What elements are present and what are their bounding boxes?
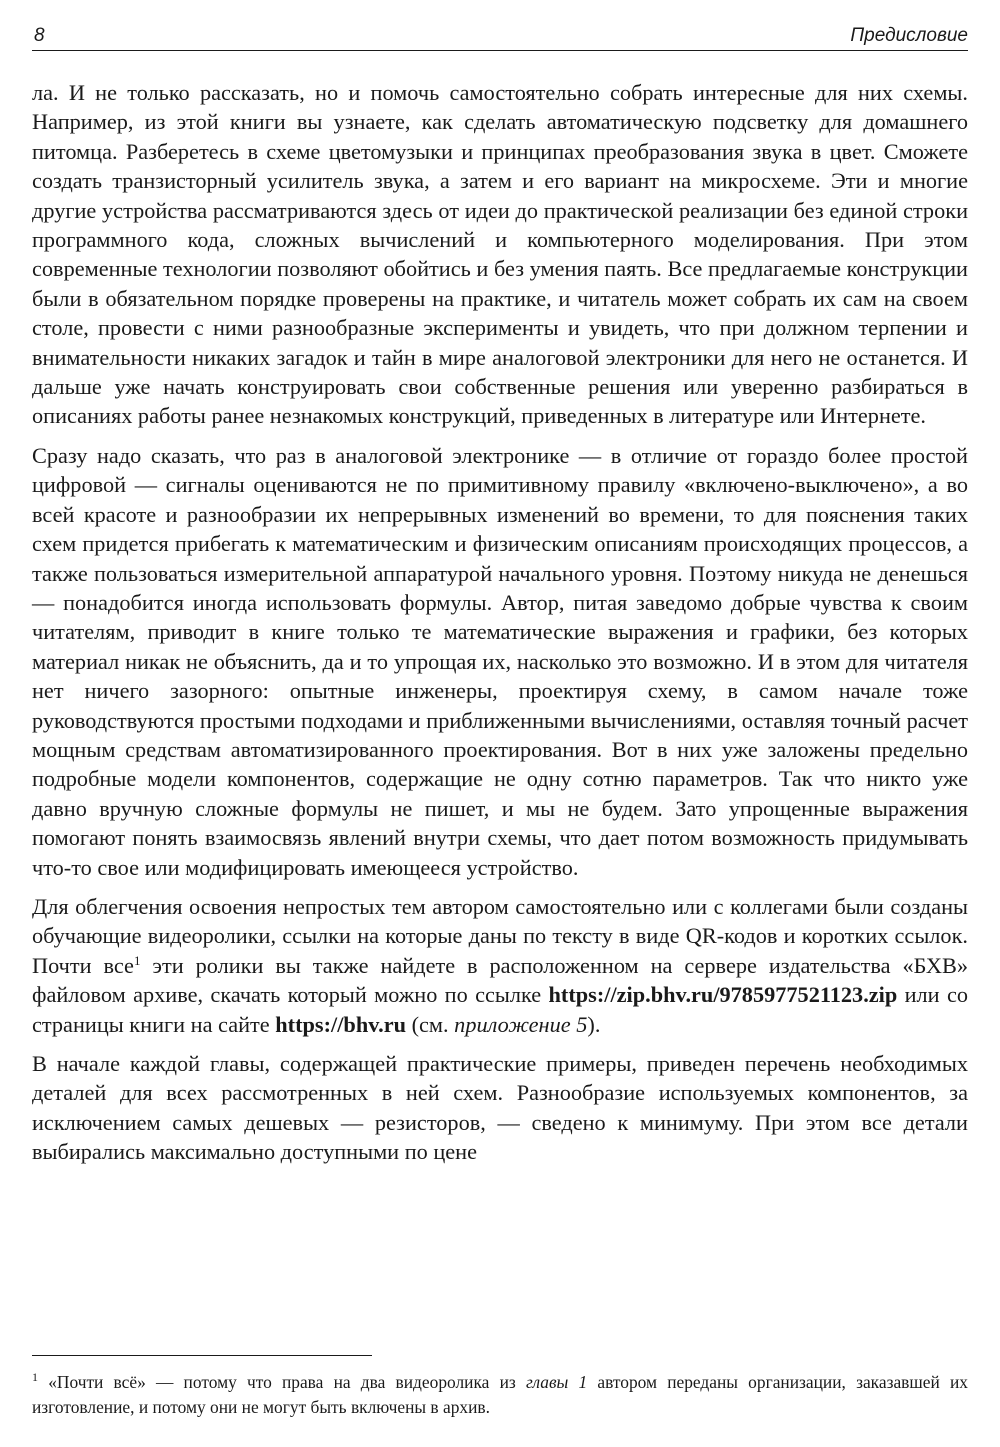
appendix-reference: приложение 5	[454, 1011, 588, 1037]
paragraph-3	[32, 892, 968, 1039]
footnote-text-1: «Почти всё» — потому что права на два видеоролика из	[38, 1372, 526, 1392]
section-title: Предисловие	[850, 25, 968, 46]
paragraph-3-text-4: (см.	[406, 1011, 455, 1037]
footnote-marker: 1	[32, 1370, 38, 1384]
footnote-divider	[32, 1355, 372, 1356]
paragraph-4: В начале каждой главы, содержащей практические примеры, приведен перечень необходимых деталей для всех рассмотренных в ней схем. Разнообразие используемых компонентов, за исключением самых дешевых — резисторов, — сведено к минимуму. При этом все детали выбирались максимально доступными по цене	[32, 1051, 968, 1165]
website-link[interactable]: https://bhv.ru	[275, 1011, 407, 1037]
body-text	[32, 78, 968, 1177]
page-number: 8	[34, 25, 45, 46]
archive-link[interactable]: https://zip.bhv.ru/9785977521123.zip	[548, 982, 898, 1008]
running-header	[32, 22, 968, 51]
paragraph-3-text-1: Для облегчения освоения непростых тем автором самостоятельно или с коллегами были созданы обучающие видеоролики, ссылки на которые даны по тексту в виде QR-кодов и коротких ссылок. Почти все	[32, 893, 968, 978]
paragraph-3-text-2: эти ролики вы также найдете в расположенном на сервере издательства «БХВ» файловом архиве, скачать который можно по ссылке	[32, 952, 968, 1008]
paragraph-2: Сразу надо сказать, что раз в аналоговой электронике — в отличие от гораздо более простой цифровой — сигналы оцениваются не по примитивному правилу «включено-выключено», а во всей красоте и разнообразии их непрерывных изменений во времени, то для пояснения таких схем придется прибегать к математическим и физическим описаниям происходящих процессов, а также пользоваться измерительной аппаратурой начального уровня. Поэтому никуда не денешься — понадобится иногда использовать формулы. Автор, питая заведомо добрые чувства к своим читателям, приводит в книге только те математические выражения и графики, без которых материал никак не объяснить, да и то упрощая их, насколько это возможно. И в этом для читателя нет ничего зазорного: опытные инженеры, проектируя схему, в самом начале тоже руководствуются простыми подходами и приближенными вычислениями, оставляя точный расчет мощным средствам автоматизированного проектирования. Вот в них уже заложены предельно подробные модели компонентов, содержащие не одну сотню параметров. Так что никто уже давно вручную сложные формулы не пишет, и мы не будем. Зато упрощенные выражения помогают понять взаимосвязь явлений внутри схемы, что дает потом возможность придумывать что-то свое или модифицировать имеющееся устройство.	[32, 442, 968, 880]
footnote-text-2: автором переданы организации, заказавшей их изготовление, и потому они не могут быть включены в архив.	[32, 1372, 968, 1417]
paragraph-3-text-3: или со страницы книги на сайте	[32, 982, 968, 1037]
paragraph-1: ла. И не только рассказать, но и помочь самостоятельно собрать интересные для них схемы. Например, из этой книги вы узнаете, как сделать автоматическую подсветку для домашнего питомца. Разберетесь в схеме цветомузыки и принципах преобразования звука в цвет. Сможете создать транзисторный усилитель звука, а затем и его вариант на микросхеме. Эти и многие другие устройства рассматриваются здесь от идеи до практической реализации без единой строки программного кода, сложных вычислений и компьютерного моделирования. При этом современные технологии позволяют обойтись и без умения паять. Все предлагаемые конструкции были в обязательном порядке проверены на практике, и читатель может собрать их сам на своем столе, провести с ними разнообразные эксперименты и увидеть, что при должном терпении и внимательности никаких загадок и тайн в мире аналоговой электроники для него не останется. И дальше уже начать конструировать свои собственные решения или уверенно разбираться в описаниях работы ранее незнакомых конструкций, приведенных в литературе или Интернете.	[32, 80, 968, 429]
footnote	[32, 1370, 968, 1420]
chapter-reference: главы 1	[525, 1372, 588, 1392]
footnote-reference[interactable]: 1	[133, 952, 141, 968]
paragraph-3-text-5: ).	[587, 1011, 601, 1037]
